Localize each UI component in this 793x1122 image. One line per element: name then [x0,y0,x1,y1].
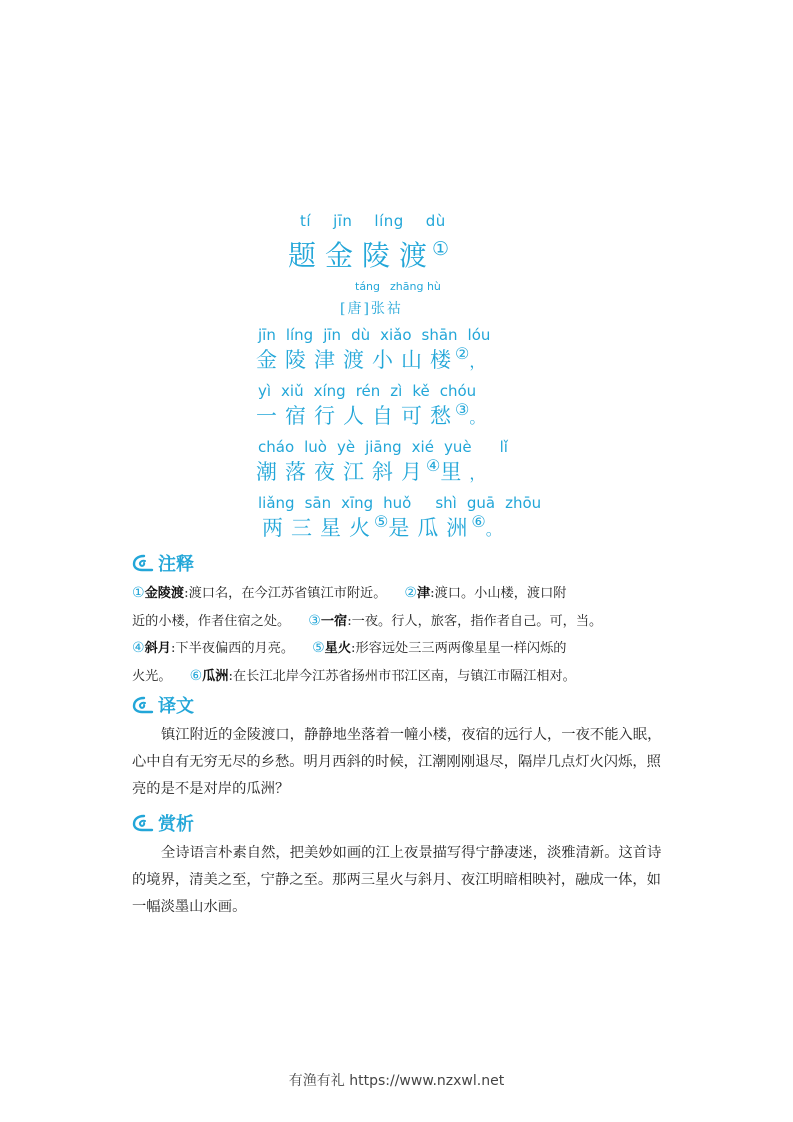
notes-line: 近的小楼，作者住宿之处。 ③一宿:一夜。行人，旅客，指作者自己。可，当。 [132,612,603,629]
note-text: 渡口。小山楼，渡口附 [434,586,567,601]
note-marker: ⑥ [471,512,486,531]
pinyin: jīn [258,326,276,344]
note-marker: ① [432,238,450,260]
poem-line-text: 里 [440,460,470,484]
footer-watermark: 有渔有礼 https://www.nzxwl.net [288,1073,505,1089]
pinyin: shì [435,494,457,512]
note-term: 斜月 [144,641,171,656]
punctuation: 。 [485,520,510,539]
section-heading-translation [132,694,194,716]
note-text: 近的小楼，作者住宿之处。 [132,613,291,629]
title-pinyin [300,212,468,230]
pinyin: dù [425,212,446,230]
punctuation: ， [469,352,494,371]
note-term: 瓜洲 [202,668,229,684]
poem-line [256,344,493,374]
note-number: ④ [132,640,145,656]
section-title: 赏析 [158,814,194,835]
pinyin: sān [304,494,332,512]
note-marker: ② [455,344,470,363]
note-term: 金陵渡 [144,586,185,601]
pinyin: guā [466,494,496,512]
pinyin: zhāng hù [390,280,441,293]
line-pinyin [258,382,486,400]
pinyin: yuè [443,438,472,456]
pinyin: dù [351,326,371,344]
poem-line-text: 两三星火 [262,516,378,540]
note-text: 一夜。行人，旅客，指作者自己。可，当。 [351,613,603,629]
line-pinyin [258,326,500,344]
pinyin: lǐ [499,438,508,456]
notes-line: 火光。 ⑥瓜洲:在长江北岸今江苏省扬州市邗江区南，与镇江市隔江相对。 [132,667,576,684]
pinyin: xíng [313,382,346,400]
swirl-icon [132,696,154,714]
section-heading-notes [132,552,194,574]
author-pinyin [355,280,451,293]
line-pinyin [258,438,518,456]
pinyin: yì [258,382,272,400]
note-number: ① [132,585,145,601]
pinyin: luò [304,438,327,456]
poem-line-text: 金陵津渡小山楼 [256,348,459,372]
pinyin: líng [285,326,314,344]
line-pinyin [258,494,551,512]
note-marker: ④ [426,456,441,475]
pinyin: xiǎo [380,326,412,344]
section-title: 注释 [158,554,194,575]
poem-author: [唐]张祜 [340,301,403,317]
appreciation-text: 全诗语言朴素自然，把美妙如画的江上夜景描写得宁静凄迷，淡雅清新。这首诗的境界，清美之至，宁静之至。那两三星火与斜月、夜江明暗相映衬，融成一体，如一幅淡墨山水画。 [132,845,662,915]
note-number: ② [404,585,417,601]
pinyin: xiǔ [281,382,304,400]
note-term: 津 [416,586,431,601]
pinyin: jiāng [365,438,402,456]
swirl-icon [132,814,154,832]
notes-line: ④斜月:下半夜偏西的月亮。 ⑤星火:形容远处三三两两像星星一样闪烁的 [132,640,567,656]
note-marker: ③ [455,400,470,419]
pinyin: yè [336,438,356,456]
pinyin: rén [355,382,381,400]
pinyin: xīng [341,494,374,512]
note-text: 形容远处三三两两像星星一样闪烁的 [355,641,567,656]
note-marker: ⑤ [374,512,389,531]
translation-text: 镇江附近的金陵渡口，静静地坐落着一幢小楼，夜宿的远行人，一夜不能入眠，心中自有无穷无尽的乡愁。明月西斜的时候，江潮刚刚退尽，隔岸几点灯火闪烁，照亮的是不是对岸的瓜洲？ [132,727,662,797]
poem-line [256,456,493,486]
note-term: 一宿 [320,613,348,629]
pinyin: tí [300,212,312,230]
poem-title-text: 题金陵渡 [288,239,437,272]
note-number: ⑥ [189,667,203,684]
pinyin: líng [374,212,404,230]
note-number: ⑤ [312,640,325,656]
poem-line-text: 潮落夜江斜月 [256,460,430,484]
punctuation: ， [469,464,494,483]
poem-line [262,512,510,542]
punctuation: 。 [469,408,494,427]
poem-line [256,400,493,430]
pinyin: liǎng [258,494,295,512]
poem-line-text: 一宿行人自可愁 [256,404,459,428]
section-heading-appreciation [132,812,194,834]
pinyin: chóu [439,382,477,400]
swirl-icon [132,554,154,572]
pinyin: zhōu [505,494,542,512]
notes-line: ①金陵渡:渡口名，在今江苏省镇江市附近。 ②津:渡口。小山楼，渡口附 [132,585,567,601]
pinyin: cháo [258,438,295,456]
poem-line-text: 是瓜洲 [388,516,476,540]
note-number: ③ [308,612,321,629]
pinyin: jīn [323,326,342,344]
pinyin: xié [411,438,434,456]
pinyin: huǒ [383,494,412,512]
pinyin: zì [390,382,403,400]
notes-block [132,580,662,690]
note-text: 火光。 [132,668,172,684]
note-text: 下半夜偏西的月亮。 [175,641,295,656]
poem-title [288,234,449,274]
note-text: 在长江北岸今江苏省扬州市邗江区南，与镇江市隔江相对。 [232,668,576,684]
section-title: 译文 [158,696,194,717]
pinyin: jīn [333,212,353,230]
note-term: 星火 [324,641,352,656]
pinyin: shān [421,326,458,344]
pinyin: kě [412,382,430,400]
note-text: 渡口名，在今江苏省镇江市附近。 [188,586,387,601]
pinyin: táng [355,280,381,293]
pinyin: lóu [467,326,491,344]
